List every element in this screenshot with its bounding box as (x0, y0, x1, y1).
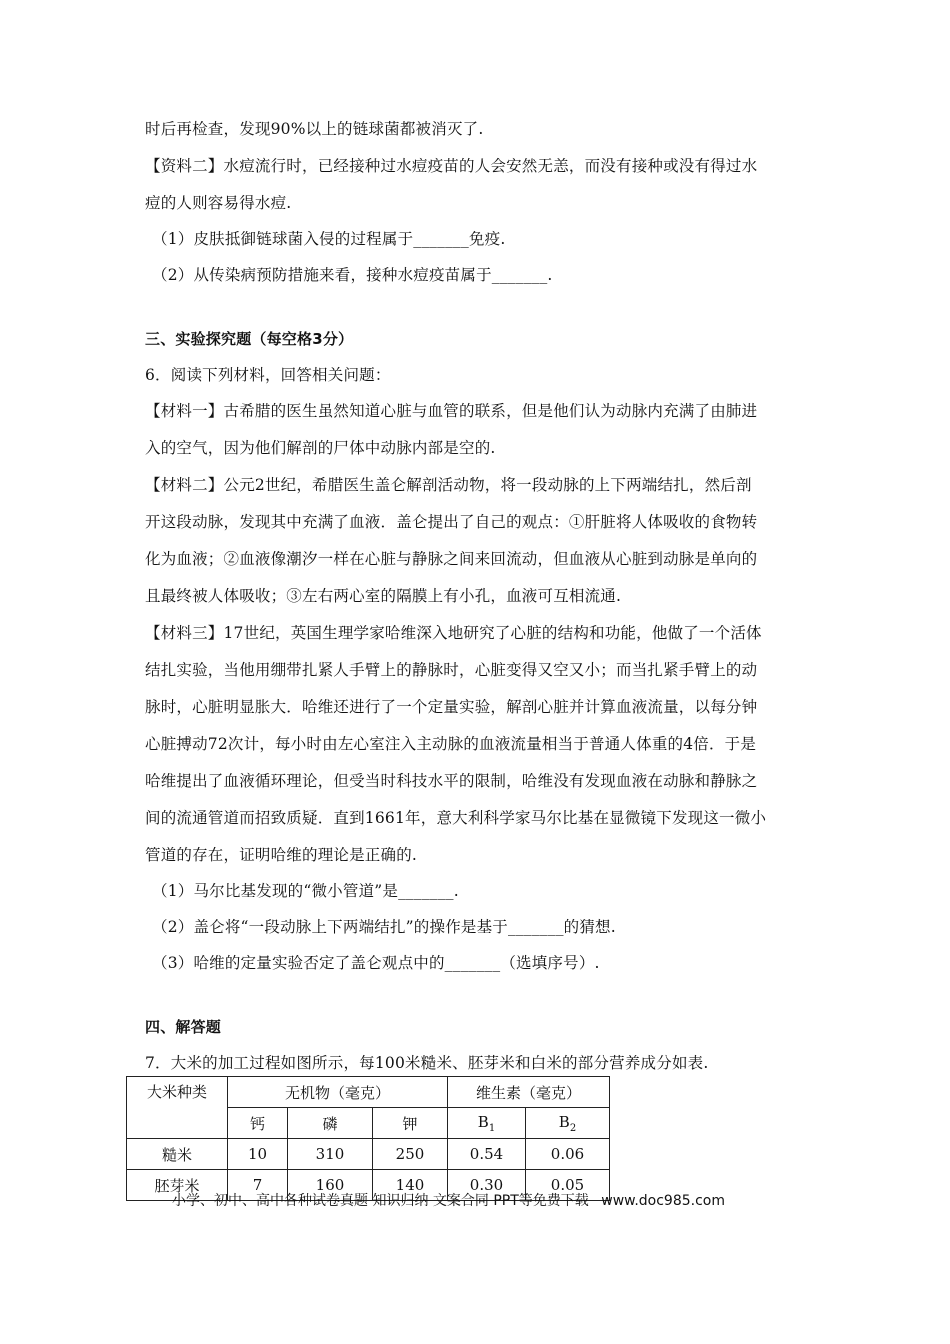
footer-url[interactable]: www.doc985.com (601, 1193, 725, 1209)
text-line: 心脏搏动72次计，每小时由左心室注入主动脉的血液流量相当于普通人体重的4倍．于是 (145, 735, 757, 753)
cell-rice-name: 糙米 (127, 1139, 228, 1170)
question-6-3: （3）哈维的定量实验否定了盖仑观点中的_______（选填序号）. (152, 954, 600, 972)
cell-phosphorus: 310 (288, 1139, 373, 1170)
question-6-2: （2）盖仑将“一段动脉上下两端结扎”的操作是基于_______的猜想. (152, 918, 616, 936)
text-line: 痘的人则容易得水痘. (145, 194, 292, 212)
header-vitamin-b2: $B_2$ (526, 1108, 610, 1139)
cell-vitamin-b2: 0.06 (526, 1139, 610, 1170)
header-calcium: 钙 (228, 1108, 288, 1139)
cell-potassium: 140 (373, 1170, 448, 1201)
text-line: 哈维提出了血液循环理论，但受当时科技水平的限制，哈维没有发现血液在动脉和静脉之 (145, 772, 758, 790)
material-two-line: 【资料二】水痘流行时，已经接种过水痘疫苗的人会安然无恙，而没有接种或没有得过水 (145, 157, 758, 175)
cell-phosphorus: 160 (288, 1170, 373, 1201)
text-line: 时后再检查，发现90%以上的链球菌都被消灭了. (145, 120, 484, 138)
text-line: 结扎实验，当他用绷带扎紧人手臂上的静脉时，心脏变得又空又小；而当扎紧手臂上的动 (145, 661, 758, 679)
question-7-stem: 7．大米的加工过程如图所示，每100米糙米、胚芽米和白米的部分营养成分如表. (145, 1054, 709, 1072)
section-heading-three: 三、实验探究题（每空格3分） (145, 330, 354, 348)
cell-calcium: 10 (228, 1139, 288, 1170)
material-one-line: 【材料一】古希腊的医生虽然知道心脏与血管的联系，但是他们认为动脉内充满了由肺进 (145, 402, 758, 420)
question-5-1: （1）皮肤抵御链球菌入侵的过程属于_______免疫. (152, 230, 506, 248)
header-rice-type: 大米种类 (127, 1077, 228, 1139)
cell-rice-name: 胚芽米 (127, 1170, 228, 1201)
text-line: 入的空气，因为他们解剖的尸体中动脉内部是空的. (145, 439, 496, 457)
cell-vitamin-b1: 0.54 (448, 1139, 526, 1170)
question-6-stem: 6．阅读下列材料，回答相关问题： (145, 366, 391, 384)
text-line: 间的流通管道而招致质疑．直到1661年，意大利科学家马尔比基在显微镜下发现这一微小 (145, 809, 767, 827)
text-line: 化为血液；②血液像潮汐一样在心脏与静脉之间来回流动，但血液从心脏到动脉是单向的 (145, 550, 758, 568)
text-line: 且最终被人体吸收；③左右两心室的隔膜上有小孔，血液可互相流通. (145, 587, 622, 605)
header-minerals: 无机物（毫克） (228, 1077, 448, 1108)
cell-vitamin-b1: 0.30 (448, 1170, 526, 1201)
table-row (127, 1139, 610, 1170)
nutrition-table (126, 1076, 610, 1201)
material-three-line: 【材料三】17世纪，英国生理学家哈维深入地研究了心脏的结构和功能，他做了一个活体 (145, 624, 762, 642)
header-vitamins: 维生素（毫克） (448, 1077, 610, 1108)
question-6-1: （1）马尔比基发现的“微小管道”是_______. (152, 882, 459, 900)
cell-calcium: 7 (228, 1170, 288, 1201)
text-line: 脉时，心脏明显胀大．哈维还进行了一个定量实验，解剖心脏并计算血液流量，以每分钟 (145, 698, 758, 716)
text-line: 管道的存在，证明哈维的理论是正确的. (145, 846, 418, 864)
footer-text: 小学、初中、高中各种试卷真题 知识归纳 文案合同 PPT等免费下载 (172, 1193, 589, 1209)
cell-potassium: 250 (373, 1139, 448, 1170)
cell-vitamin-b2: 0.05 (526, 1170, 610, 1201)
material-two-line: 【材料二】公元2世纪，希腊医生盖仑解剖活动物，将一段动脉的上下两端结扎，然后剖 (145, 476, 752, 494)
page-footer (172, 1190, 725, 1210)
header-phosphorus: 磷 (288, 1108, 373, 1139)
text-line: 开这段动脉，发现其中充满了血液．盖仑提出了自己的观点：①肝脏将人体吸收的食物转 (145, 513, 758, 531)
question-5-2: （2）从传染病预防措施来看，接种水痘疫苗属于_______. (152, 266, 553, 284)
header-potassium: 钾 (373, 1108, 448, 1139)
header-vitamin-b1: $B_1$ (448, 1108, 526, 1139)
section-heading-four: 四、解答题 (145, 1018, 222, 1036)
